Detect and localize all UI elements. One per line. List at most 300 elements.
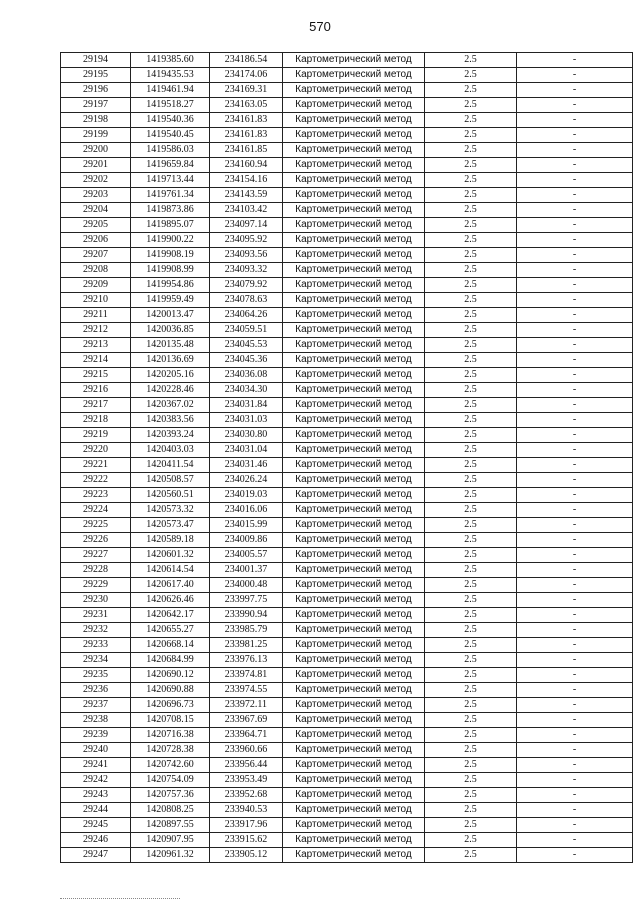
y-coordinate-cell: 234036.08: [210, 368, 283, 383]
accuracy-cell: 2.5: [425, 338, 517, 353]
page-number: 570: [309, 19, 331, 34]
y-coordinate-cell: 234186.54: [210, 53, 283, 68]
y-coordinate-cell: 233990.94: [210, 608, 283, 623]
point-number-cell: 29211: [61, 308, 131, 323]
point-number-cell: 29208: [61, 263, 131, 278]
point-number-cell: 29231: [61, 608, 131, 623]
note-cell: -: [517, 218, 633, 233]
x-coordinate-cell: 1420383.56: [131, 413, 210, 428]
note-cell: -: [517, 563, 633, 578]
note-cell: -: [517, 578, 633, 593]
note-cell: -: [517, 398, 633, 413]
point-number-cell: 29229: [61, 578, 131, 593]
y-coordinate-cell: 233976.13: [210, 653, 283, 668]
table-row: [61, 68, 633, 83]
table-row: [61, 398, 633, 413]
point-number-cell: 29195: [61, 68, 131, 83]
table-row: [61, 713, 633, 728]
table-row: [61, 353, 633, 368]
point-number-cell: 29197: [61, 98, 131, 113]
table-row: [61, 413, 633, 428]
x-coordinate-cell: 1420690.12: [131, 668, 210, 683]
table-row: [61, 53, 633, 68]
note-cell: -: [517, 608, 633, 623]
x-coordinate-cell: 1420897.55: [131, 818, 210, 833]
note-cell: -: [517, 653, 633, 668]
y-coordinate-cell: 234059.51: [210, 323, 283, 338]
accuracy-cell: 2.5: [425, 593, 517, 608]
x-coordinate-cell: 1420589.18: [131, 533, 210, 548]
note-cell: -: [517, 668, 633, 683]
table-row: [61, 488, 633, 503]
point-number-cell: 29241: [61, 758, 131, 773]
method-cell: Картометрический метод: [283, 383, 425, 398]
point-number-cell: 29219: [61, 428, 131, 443]
accuracy-cell: 2.5: [425, 488, 517, 503]
y-coordinate-cell: 234019.03: [210, 488, 283, 503]
x-coordinate-cell: 1420696.73: [131, 698, 210, 713]
point-number-cell: 29235: [61, 668, 131, 683]
accuracy-cell: 2.5: [425, 788, 517, 803]
method-cell: Картометрический метод: [283, 653, 425, 668]
x-coordinate-cell: 1420614.54: [131, 563, 210, 578]
method-cell: Картометрический метод: [283, 443, 425, 458]
note-cell: -: [517, 113, 633, 128]
y-coordinate-cell: 233952.68: [210, 788, 283, 803]
note-cell: -: [517, 128, 633, 143]
method-cell: Картометрический метод: [283, 248, 425, 263]
point-number-cell: 29242: [61, 773, 131, 788]
accuracy-cell: 2.5: [425, 818, 517, 833]
point-number-cell: 29218: [61, 413, 131, 428]
method-cell: Картометрический метод: [283, 743, 425, 758]
point-number-cell: 29217: [61, 398, 131, 413]
note-cell: -: [517, 533, 633, 548]
note-cell: -: [517, 248, 633, 263]
x-coordinate-cell: 1419713.44: [131, 173, 210, 188]
point-number-cell: 29223: [61, 488, 131, 503]
y-coordinate-cell: 234097.14: [210, 218, 283, 233]
x-coordinate-cell: 1420690.88: [131, 683, 210, 698]
y-coordinate-cell: 234009.86: [210, 533, 283, 548]
table-row: [61, 623, 633, 638]
x-coordinate-cell: 1419540.36: [131, 113, 210, 128]
method-cell: Картометрический метод: [283, 293, 425, 308]
note-cell: -: [517, 458, 633, 473]
accuracy-cell: 2.5: [425, 563, 517, 578]
accuracy-cell: 2.5: [425, 578, 517, 593]
table-row: [61, 773, 633, 788]
method-cell: Картометрический метод: [283, 668, 425, 683]
x-coordinate-cell: 1420757.36: [131, 788, 210, 803]
table-row: [61, 743, 633, 758]
method-cell: Картометрический метод: [283, 848, 425, 863]
x-coordinate-cell: 1420393.24: [131, 428, 210, 443]
accuracy-cell: 2.5: [425, 728, 517, 743]
y-coordinate-cell: 233974.81: [210, 668, 283, 683]
point-number-cell: 29214: [61, 353, 131, 368]
table-row: [61, 698, 633, 713]
note-cell: -: [517, 383, 633, 398]
accuracy-cell: 2.5: [425, 68, 517, 83]
x-coordinate-cell: 1420411.54: [131, 458, 210, 473]
y-coordinate-cell: 234143.59: [210, 188, 283, 203]
table-row: [61, 608, 633, 623]
point-number-cell: 29244: [61, 803, 131, 818]
y-coordinate-cell: 234030.80: [210, 428, 283, 443]
point-number-cell: 29228: [61, 563, 131, 578]
method-cell: Картометрический метод: [283, 428, 425, 443]
x-coordinate-cell: 1420907.95: [131, 833, 210, 848]
table-row: [61, 383, 633, 398]
x-coordinate-cell: 1420808.25: [131, 803, 210, 818]
x-coordinate-cell: 1420708.15: [131, 713, 210, 728]
point-number-cell: 29225: [61, 518, 131, 533]
method-cell: Картометрический метод: [283, 413, 425, 428]
method-cell: Картометрический метод: [283, 158, 425, 173]
point-number-cell: 29204: [61, 203, 131, 218]
accuracy-cell: 2.5: [425, 413, 517, 428]
method-cell: Картометрический метод: [283, 338, 425, 353]
table-row: [61, 833, 633, 848]
table-row: [61, 248, 633, 263]
note-cell: -: [517, 263, 633, 278]
x-coordinate-cell: 1420626.46: [131, 593, 210, 608]
x-coordinate-cell: 1420573.47: [131, 518, 210, 533]
x-coordinate-cell: 1420205.16: [131, 368, 210, 383]
y-coordinate-cell: 234103.42: [210, 203, 283, 218]
note-cell: -: [517, 143, 633, 158]
accuracy-cell: 2.5: [425, 383, 517, 398]
note-cell: -: [517, 158, 633, 173]
y-coordinate-cell: 234000.48: [210, 578, 283, 593]
y-coordinate-cell: 234093.56: [210, 248, 283, 263]
accuracy-cell: 2.5: [425, 173, 517, 188]
point-number-cell: 29236: [61, 683, 131, 698]
note-cell: -: [517, 593, 633, 608]
method-cell: Картометрический метод: [283, 533, 425, 548]
note-cell: -: [517, 293, 633, 308]
accuracy-cell: 2.5: [425, 683, 517, 698]
method-cell: Картометрический метод: [283, 518, 425, 533]
method-cell: Картометрический метод: [283, 218, 425, 233]
method-cell: Картометрический метод: [283, 488, 425, 503]
y-coordinate-cell: 234079.92: [210, 278, 283, 293]
coordinates-table-body: [61, 53, 633, 863]
method-cell: Картометрический метод: [283, 608, 425, 623]
y-coordinate-cell: 233997.75: [210, 593, 283, 608]
y-coordinate-cell: 233960.66: [210, 743, 283, 758]
method-cell: Картометрический метод: [283, 308, 425, 323]
accuracy-cell: 2.5: [425, 293, 517, 308]
x-coordinate-cell: 1420754.09: [131, 773, 210, 788]
note-cell: -: [517, 623, 633, 638]
y-coordinate-cell: 233953.49: [210, 773, 283, 788]
y-coordinate-cell: 233917.96: [210, 818, 283, 833]
x-coordinate-cell: 1419959.49: [131, 293, 210, 308]
accuracy-cell: 2.5: [425, 548, 517, 563]
note-cell: -: [517, 308, 633, 323]
x-coordinate-cell: 1419900.22: [131, 233, 210, 248]
point-number-cell: 29230: [61, 593, 131, 608]
accuracy-cell: 2.5: [425, 638, 517, 653]
point-number-cell: 29220: [61, 443, 131, 458]
method-cell: Картометрический метод: [283, 263, 425, 278]
note-cell: -: [517, 173, 633, 188]
point-number-cell: 29215: [61, 368, 131, 383]
y-coordinate-cell: 233940.53: [210, 803, 283, 818]
method-cell: Картометрический метод: [283, 278, 425, 293]
y-coordinate-cell: 234161.83: [210, 113, 283, 128]
note-cell: -: [517, 413, 633, 428]
note-cell: -: [517, 53, 633, 68]
method-cell: Картометрический метод: [283, 398, 425, 413]
y-coordinate-cell: 234154.16: [210, 173, 283, 188]
method-cell: Картометрический метод: [283, 773, 425, 788]
x-coordinate-cell: 1420742.60: [131, 758, 210, 773]
table-row: [61, 803, 633, 818]
y-coordinate-cell: 233985.79: [210, 623, 283, 638]
method-cell: Картометрический метод: [283, 323, 425, 338]
note-cell: -: [517, 683, 633, 698]
accuracy-cell: 2.5: [425, 278, 517, 293]
y-coordinate-cell: 234093.32: [210, 263, 283, 278]
y-coordinate-cell: 234045.36: [210, 353, 283, 368]
x-coordinate-cell: 1420642.17: [131, 608, 210, 623]
method-cell: Картометрический метод: [283, 818, 425, 833]
method-cell: Картометрический метод: [283, 203, 425, 218]
point-number-cell: 29240: [61, 743, 131, 758]
table-row: [61, 533, 633, 548]
point-number-cell: 29201: [61, 158, 131, 173]
y-coordinate-cell: 233981.25: [210, 638, 283, 653]
point-number-cell: 29247: [61, 848, 131, 863]
table-row: [61, 323, 633, 338]
y-coordinate-cell: 234160.94: [210, 158, 283, 173]
x-coordinate-cell: 1420655.27: [131, 623, 210, 638]
table-row: [61, 758, 633, 773]
accuracy-cell: 2.5: [425, 473, 517, 488]
accuracy-cell: 2.5: [425, 608, 517, 623]
method-cell: Картометрический метод: [283, 83, 425, 98]
table-row: [61, 818, 633, 833]
method-cell: Картометрический метод: [283, 803, 425, 818]
point-number-cell: 29194: [61, 53, 131, 68]
x-coordinate-cell: 1419461.94: [131, 83, 210, 98]
y-coordinate-cell: 233974.55: [210, 683, 283, 698]
table-row: [61, 443, 633, 458]
point-number-cell: 29200: [61, 143, 131, 158]
table-row: [61, 203, 633, 218]
accuracy-cell: 2.5: [425, 128, 517, 143]
point-number-cell: 29243: [61, 788, 131, 803]
x-coordinate-cell: 1419908.99: [131, 263, 210, 278]
method-cell: Картометрический метод: [283, 728, 425, 743]
y-coordinate-cell: 234026.24: [210, 473, 283, 488]
method-cell: Картометрический метод: [283, 188, 425, 203]
y-coordinate-cell: 233967.69: [210, 713, 283, 728]
method-cell: Картометрический метод: [283, 98, 425, 113]
accuracy-cell: 2.5: [425, 653, 517, 668]
y-coordinate-cell: 234064.26: [210, 308, 283, 323]
accuracy-cell: 2.5: [425, 218, 517, 233]
y-coordinate-cell: 234031.03: [210, 413, 283, 428]
method-cell: Картометрический метод: [283, 698, 425, 713]
x-coordinate-cell: 1419954.86: [131, 278, 210, 293]
accuracy-cell: 2.5: [425, 188, 517, 203]
y-coordinate-cell: 233964.71: [210, 728, 283, 743]
table-row: [61, 638, 633, 653]
note-cell: -: [517, 518, 633, 533]
accuracy-cell: 2.5: [425, 758, 517, 773]
y-coordinate-cell: 234163.05: [210, 98, 283, 113]
point-number-cell: 29198: [61, 113, 131, 128]
method-cell: Картометрический метод: [283, 683, 425, 698]
point-number-cell: 29245: [61, 818, 131, 833]
method-cell: Картометрический метод: [283, 638, 425, 653]
table-row: [61, 113, 633, 128]
note-cell: -: [517, 83, 633, 98]
note-cell: -: [517, 203, 633, 218]
point-number-cell: 29213: [61, 338, 131, 353]
x-coordinate-cell: 1420573.32: [131, 503, 210, 518]
method-cell: Картометрический метод: [283, 593, 425, 608]
note-cell: -: [517, 443, 633, 458]
x-coordinate-cell: 1420684.99: [131, 653, 210, 668]
method-cell: Картометрический метод: [283, 113, 425, 128]
method-cell: Картометрический метод: [283, 128, 425, 143]
accuracy-cell: 2.5: [425, 113, 517, 128]
accuracy-cell: 2.5: [425, 698, 517, 713]
y-coordinate-cell: 233956.44: [210, 758, 283, 773]
table-row: [61, 563, 633, 578]
table-row: [61, 218, 633, 233]
y-coordinate-cell: 234045.53: [210, 338, 283, 353]
accuracy-cell: 2.5: [425, 203, 517, 218]
accuracy-cell: 2.5: [425, 833, 517, 848]
accuracy-cell: 2.5: [425, 533, 517, 548]
accuracy-cell: 2.5: [425, 398, 517, 413]
table-row: [61, 578, 633, 593]
point-number-cell: 29238: [61, 713, 131, 728]
accuracy-cell: 2.5: [425, 773, 517, 788]
point-number-cell: 29207: [61, 248, 131, 263]
accuracy-cell: 2.5: [425, 53, 517, 68]
table-row: [61, 158, 633, 173]
x-coordinate-cell: 1420228.46: [131, 383, 210, 398]
note-cell: -: [517, 338, 633, 353]
method-cell: Картометрический метод: [283, 578, 425, 593]
note-cell: -: [517, 788, 633, 803]
method-cell: Картометрический метод: [283, 473, 425, 488]
note-cell: -: [517, 323, 633, 338]
accuracy-cell: 2.5: [425, 743, 517, 758]
x-coordinate-cell: 1419761.34: [131, 188, 210, 203]
table-row: [61, 98, 633, 113]
note-cell: -: [517, 698, 633, 713]
accuracy-cell: 2.5: [425, 368, 517, 383]
y-coordinate-cell: 234078.63: [210, 293, 283, 308]
x-coordinate-cell: 1420508.57: [131, 473, 210, 488]
table-row: [61, 518, 633, 533]
x-coordinate-cell: 1420036.85: [131, 323, 210, 338]
x-coordinate-cell: 1419540.45: [131, 128, 210, 143]
x-coordinate-cell: 1420136.69: [131, 353, 210, 368]
method-cell: Картометрический метод: [283, 788, 425, 803]
point-number-cell: 29196: [61, 83, 131, 98]
table-row: [61, 728, 633, 743]
note-cell: -: [517, 368, 633, 383]
accuracy-cell: 2.5: [425, 668, 517, 683]
note-cell: -: [517, 773, 633, 788]
table-row: [61, 293, 633, 308]
x-coordinate-cell: 1419518.27: [131, 98, 210, 113]
point-number-cell: 29232: [61, 623, 131, 638]
note-cell: -: [517, 833, 633, 848]
note-cell: -: [517, 68, 633, 83]
accuracy-cell: 2.5: [425, 803, 517, 818]
x-coordinate-cell: 1419435.53: [131, 68, 210, 83]
table-row: [61, 338, 633, 353]
table-row: [61, 653, 633, 668]
y-coordinate-cell: 234161.83: [210, 128, 283, 143]
table-row: [61, 188, 633, 203]
table-row: [61, 788, 633, 803]
accuracy-cell: 2.5: [425, 623, 517, 638]
note-cell: -: [517, 98, 633, 113]
y-coordinate-cell: 234015.99: [210, 518, 283, 533]
y-coordinate-cell: 234169.31: [210, 83, 283, 98]
point-number-cell: 29202: [61, 173, 131, 188]
x-coordinate-cell: 1419385.60: [131, 53, 210, 68]
x-coordinate-cell: 1420135.48: [131, 338, 210, 353]
method-cell: Картометрический метод: [283, 758, 425, 773]
note-cell: -: [517, 428, 633, 443]
y-coordinate-cell: 234016.06: [210, 503, 283, 518]
point-number-cell: 29246: [61, 833, 131, 848]
accuracy-cell: 2.5: [425, 713, 517, 728]
y-coordinate-cell: 234031.46: [210, 458, 283, 473]
point-number-cell: 29205: [61, 218, 131, 233]
method-cell: Картометрический метод: [283, 563, 425, 578]
note-cell: -: [517, 758, 633, 773]
table-row: [61, 593, 633, 608]
accuracy-cell: 2.5: [425, 428, 517, 443]
point-number-cell: 29206: [61, 233, 131, 248]
y-coordinate-cell: 234174.06: [210, 68, 283, 83]
x-coordinate-cell: 1419873.86: [131, 203, 210, 218]
accuracy-cell: 2.5: [425, 308, 517, 323]
y-coordinate-cell: 234161.85: [210, 143, 283, 158]
table-row: [61, 128, 633, 143]
x-coordinate-cell: 1419895.07: [131, 218, 210, 233]
table-row: [61, 263, 633, 278]
y-coordinate-cell: 233915.62: [210, 833, 283, 848]
table-row: [61, 668, 633, 683]
x-coordinate-cell: 1420728.38: [131, 743, 210, 758]
table-row: [61, 173, 633, 188]
note-cell: -: [517, 473, 633, 488]
footer-rule: [60, 898, 180, 899]
method-cell: Картометрический метод: [283, 353, 425, 368]
x-coordinate-cell: 1420668.14: [131, 638, 210, 653]
x-coordinate-cell: 1420961.32: [131, 848, 210, 863]
point-number-cell: 29224: [61, 503, 131, 518]
point-number-cell: 29199: [61, 128, 131, 143]
note-cell: -: [517, 503, 633, 518]
table-row: [61, 428, 633, 443]
accuracy-cell: 2.5: [425, 518, 517, 533]
